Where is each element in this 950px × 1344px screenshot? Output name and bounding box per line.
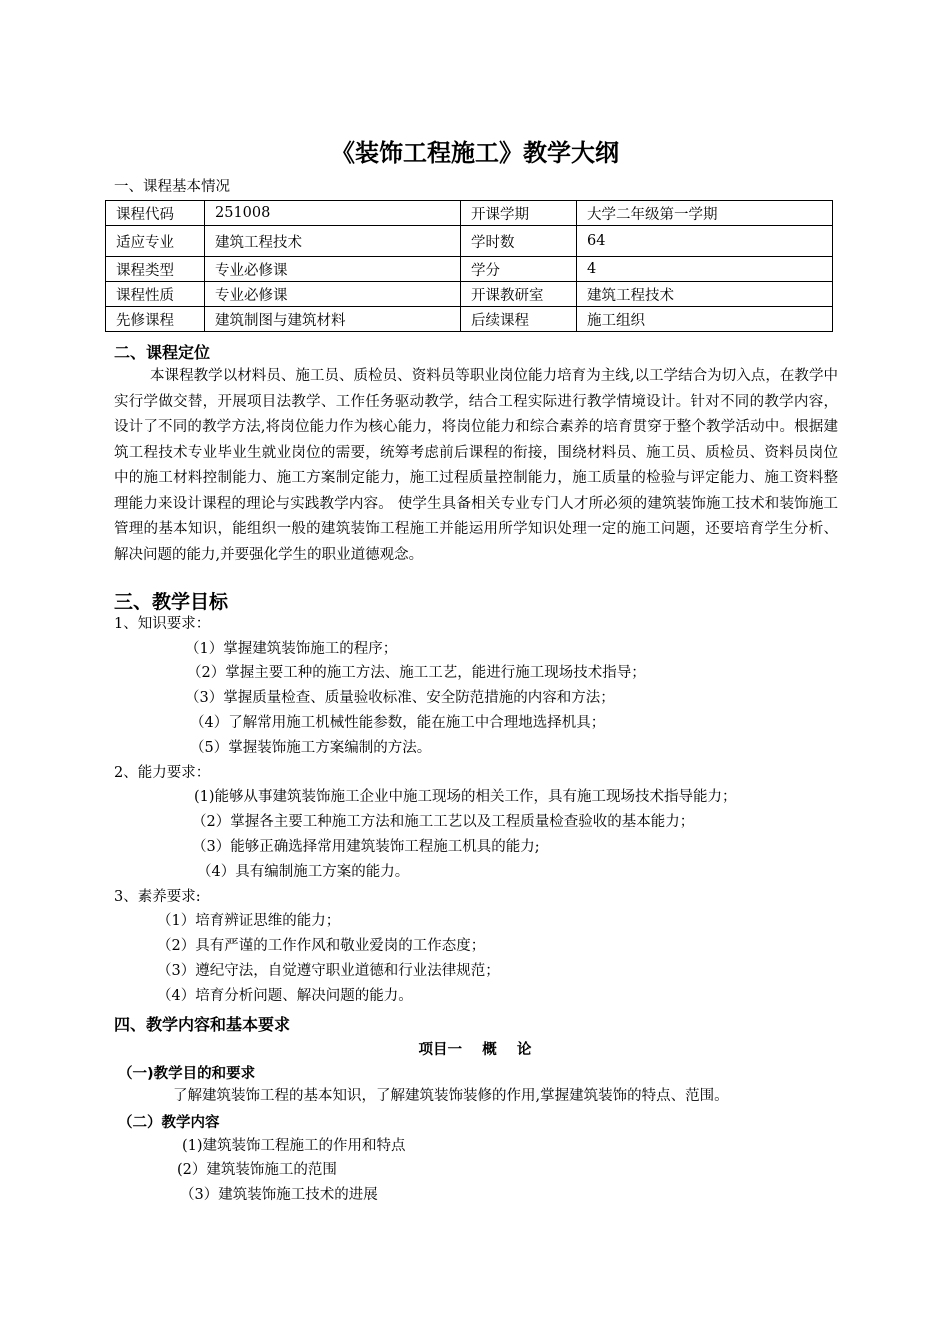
- table-cell: 适应专业: [106, 226, 205, 257]
- table-cell: 学时数: [461, 226, 577, 257]
- quality-label: 3、素养要求:: [114, 889, 201, 905]
- table-cell: 课程代码: [106, 201, 205, 226]
- list-item: （3）遵纪守法，自觉遵守职业道德和行业法律规范；: [157, 963, 500, 979]
- subsection-heading: （一)教学目的和要求: [118, 1066, 256, 1082]
- list-item: （3）能够正确选择常用建筑装饰工程施工机具的能力;: [192, 839, 540, 855]
- list-item: （2）掌握各主要工种施工方法和施工工艺以及工程质量检查验收的基本能力；: [192, 814, 695, 830]
- list-item: (1)能够从事建筑装饰施工企业中施工现场的相关工作，具有施工现场技术指导能力；: [194, 789, 737, 805]
- list-item: （2）具有严谨的工作作风和敬业爱岗的工作态度；: [157, 938, 486, 954]
- section2-heading: 二、课程定位: [114, 343, 211, 362]
- table-cell: 建筑工程技术: [205, 226, 461, 257]
- table-cell: 后续课程: [461, 307, 577, 332]
- table-row: [106, 201, 833, 226]
- table-cell: 4: [577, 257, 833, 282]
- document-title: 《装饰工程施工》教学大纲: [331, 139, 619, 167]
- list-item: (2）建筑装饰施工的范围: [177, 1162, 337, 1178]
- table-row: [106, 282, 833, 307]
- list-item: （3）建筑装饰施工技术的进展: [180, 1187, 378, 1203]
- knowledge-label: 1、知识要求：: [114, 616, 211, 632]
- table-cell: 施工组织: [577, 307, 833, 332]
- list-item: (1)建筑装饰工程施工的作用和特点: [182, 1138, 406, 1154]
- table-cell: 开课学期: [461, 201, 577, 226]
- course-info-table: [105, 200, 833, 332]
- table-cell: 开课教研室: [461, 282, 577, 307]
- section4-heading: 四、教学内容和基本要求: [114, 1015, 291, 1034]
- course-positioning-paragraph: 本课程教学以材料员、施工员、质检员、资料员等职业岗位能力培育为主线,以工学结合为切入点，在教学中实行学做交替，开展项目法教学、工作任务驱动教学，结合工程实际进行教学情境设计。针对不同的教学内容，设计了不同的教学方法,将岗位能力作为核心能力，将岗位能力和综合素养的培育贯穿于整个教学活动中。根据建筑工程技术专业毕业生就业岗位的需要，统筹考虑前后课程的衔接，围绕材料员、施工员、质检员、资料员岗位中的施工材料控制能力、施工方案制定能力，施工过程质量控制能力，施工质量的检验与评定能力、施工资料整理能力来设计课程的理论与实践教学内容。 使学生具备相关专业专门人才所必须的建筑装饰施工技术和装饰施工管理的基本知识，能组织一般的建筑装饰工程施工并能运用所学知识处理一定的施工问题，还要培育学生分析、解决问题的能力,并要强化学生的职业道德观念。: [114, 368, 838, 563]
- section3-heading: 三、教学目标: [114, 591, 229, 613]
- table-cell: 课程类型: [106, 257, 205, 282]
- table-cell: 建筑工程技术: [577, 282, 833, 307]
- table-cell: 先修课程: [106, 307, 205, 332]
- list-item: （5）掌握装饰施工方案编制的方法。: [190, 740, 432, 756]
- section1-heading: 一、课程基本情况: [114, 179, 230, 195]
- table-row: [106, 257, 833, 282]
- table-cell: 专业必修课: [205, 282, 461, 307]
- table-cell: 学分: [461, 257, 577, 282]
- table-cell: 专业必修课: [205, 257, 461, 282]
- list-item: （1）培育辨证思维的能力；: [157, 913, 341, 929]
- table-row: [106, 307, 833, 332]
- table-cell: 64: [577, 226, 833, 257]
- table-row: [106, 226, 833, 257]
- project-title: 项目一 概 论: [418, 1042, 532, 1058]
- table-cell: 大学二年级第一学期: [577, 201, 833, 226]
- list-item: （4）了解常用施工机械性能参数，能在施工中合理地选择机具；: [190, 715, 606, 731]
- subsection-text: 了解建筑装饰工程的基本知识，了解建筑装饰装修的作用,掌握建筑装饰的特点、范围。: [173, 1088, 729, 1104]
- table-cell: 251008: [205, 201, 461, 226]
- ability-label: 2、能力要求：: [114, 765, 211, 781]
- subsection-heading: （二）教学内容: [118, 1115, 220, 1131]
- table-cell: 课程性质: [106, 282, 205, 307]
- list-item: （4）培育分析问题、解决问题的能力。: [157, 988, 413, 1004]
- list-item: （1）掌握建筑装饰施工的程序；: [185, 641, 398, 657]
- list-item: （4）具有编制施工方案的能力。: [197, 864, 410, 880]
- list-item: （3）掌握质量检查、质量验收标准、安全防范措施的内容和方法；: [185, 690, 615, 706]
- list-item: （2）掌握主要工种的施工方法、施工工艺，能进行施工现场技术指导；: [187, 665, 646, 681]
- table-cell: 建筑制图与建筑材料: [205, 307, 461, 332]
